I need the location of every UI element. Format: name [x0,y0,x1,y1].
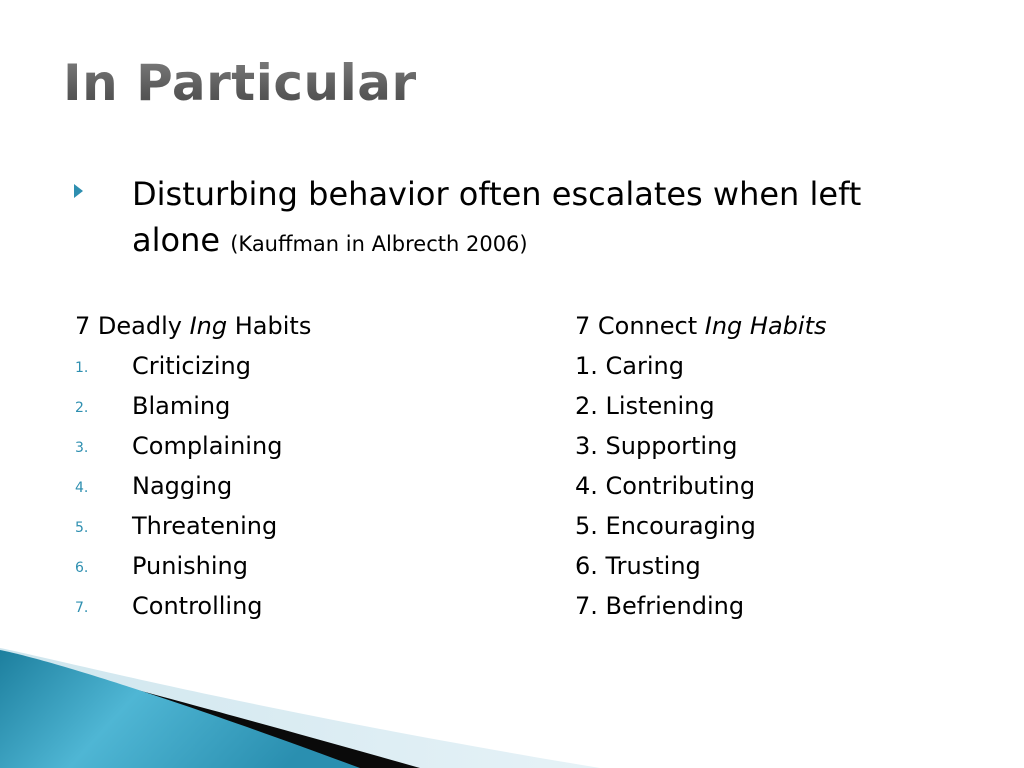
deadly-habit-item [75,506,515,546]
connect-habits-column [575,306,995,626]
heading-italic: Ing Habits [704,312,827,340]
list-number: 6. [75,560,89,576]
list-label: Criticizing [132,352,251,380]
connect-habit-item: 1. Caring [575,352,684,380]
heading-prefix: 7 Connect [575,312,705,340]
list-number: 3. [75,440,89,456]
bullet-text-block [132,171,932,267]
heading-italic: Ing [189,312,228,340]
deadly-habits-heading [75,306,515,346]
bullet-statement: Disturbing behavior often escalates when left alone [132,175,862,259]
deadly-habit-item [75,386,515,426]
bullet-arrow-icon [74,184,83,198]
deadly-habit-item [75,466,515,506]
connect-habit-item: 7. Befriending [575,592,745,620]
connect-habit-item: 2. Listening [575,392,715,420]
list-number: 5. [75,520,89,536]
deadly-habits-column [75,306,515,626]
connect-habit-item: 3. Supporting [575,432,738,460]
list-label: Nagging [132,472,233,500]
list-label: Punishing [132,552,248,580]
deadly-habit-item [75,546,515,586]
heading-prefix: 7 Deadly [75,312,190,340]
connect-habit-item: 6. Trusting [575,552,701,580]
list-label: Controlling [132,592,263,620]
teal-wave-shape [0,650,360,768]
deadly-habit-item [75,586,515,626]
list-label: Blaming [132,392,231,420]
deadly-habit-item [75,426,515,466]
connect-habit-item: 4. Contributing [575,472,756,500]
list-number: 7. [75,600,89,616]
bullet-citation: (Kauffman in Albrecth 2006) [230,232,528,256]
list-label: Complaining [132,432,283,460]
slide-title: In Particular [63,54,417,112]
list-number: 1. [75,360,89,376]
list-number: 4. [75,480,89,496]
deadly-habit-item [75,346,515,386]
heading-suffix: Habits [227,312,312,340]
list-number: 2. [75,400,89,416]
connect-habits-heading [575,306,995,346]
list-label: Threatening [132,512,278,540]
connect-habit-item: 5. Encouraging [575,512,756,540]
